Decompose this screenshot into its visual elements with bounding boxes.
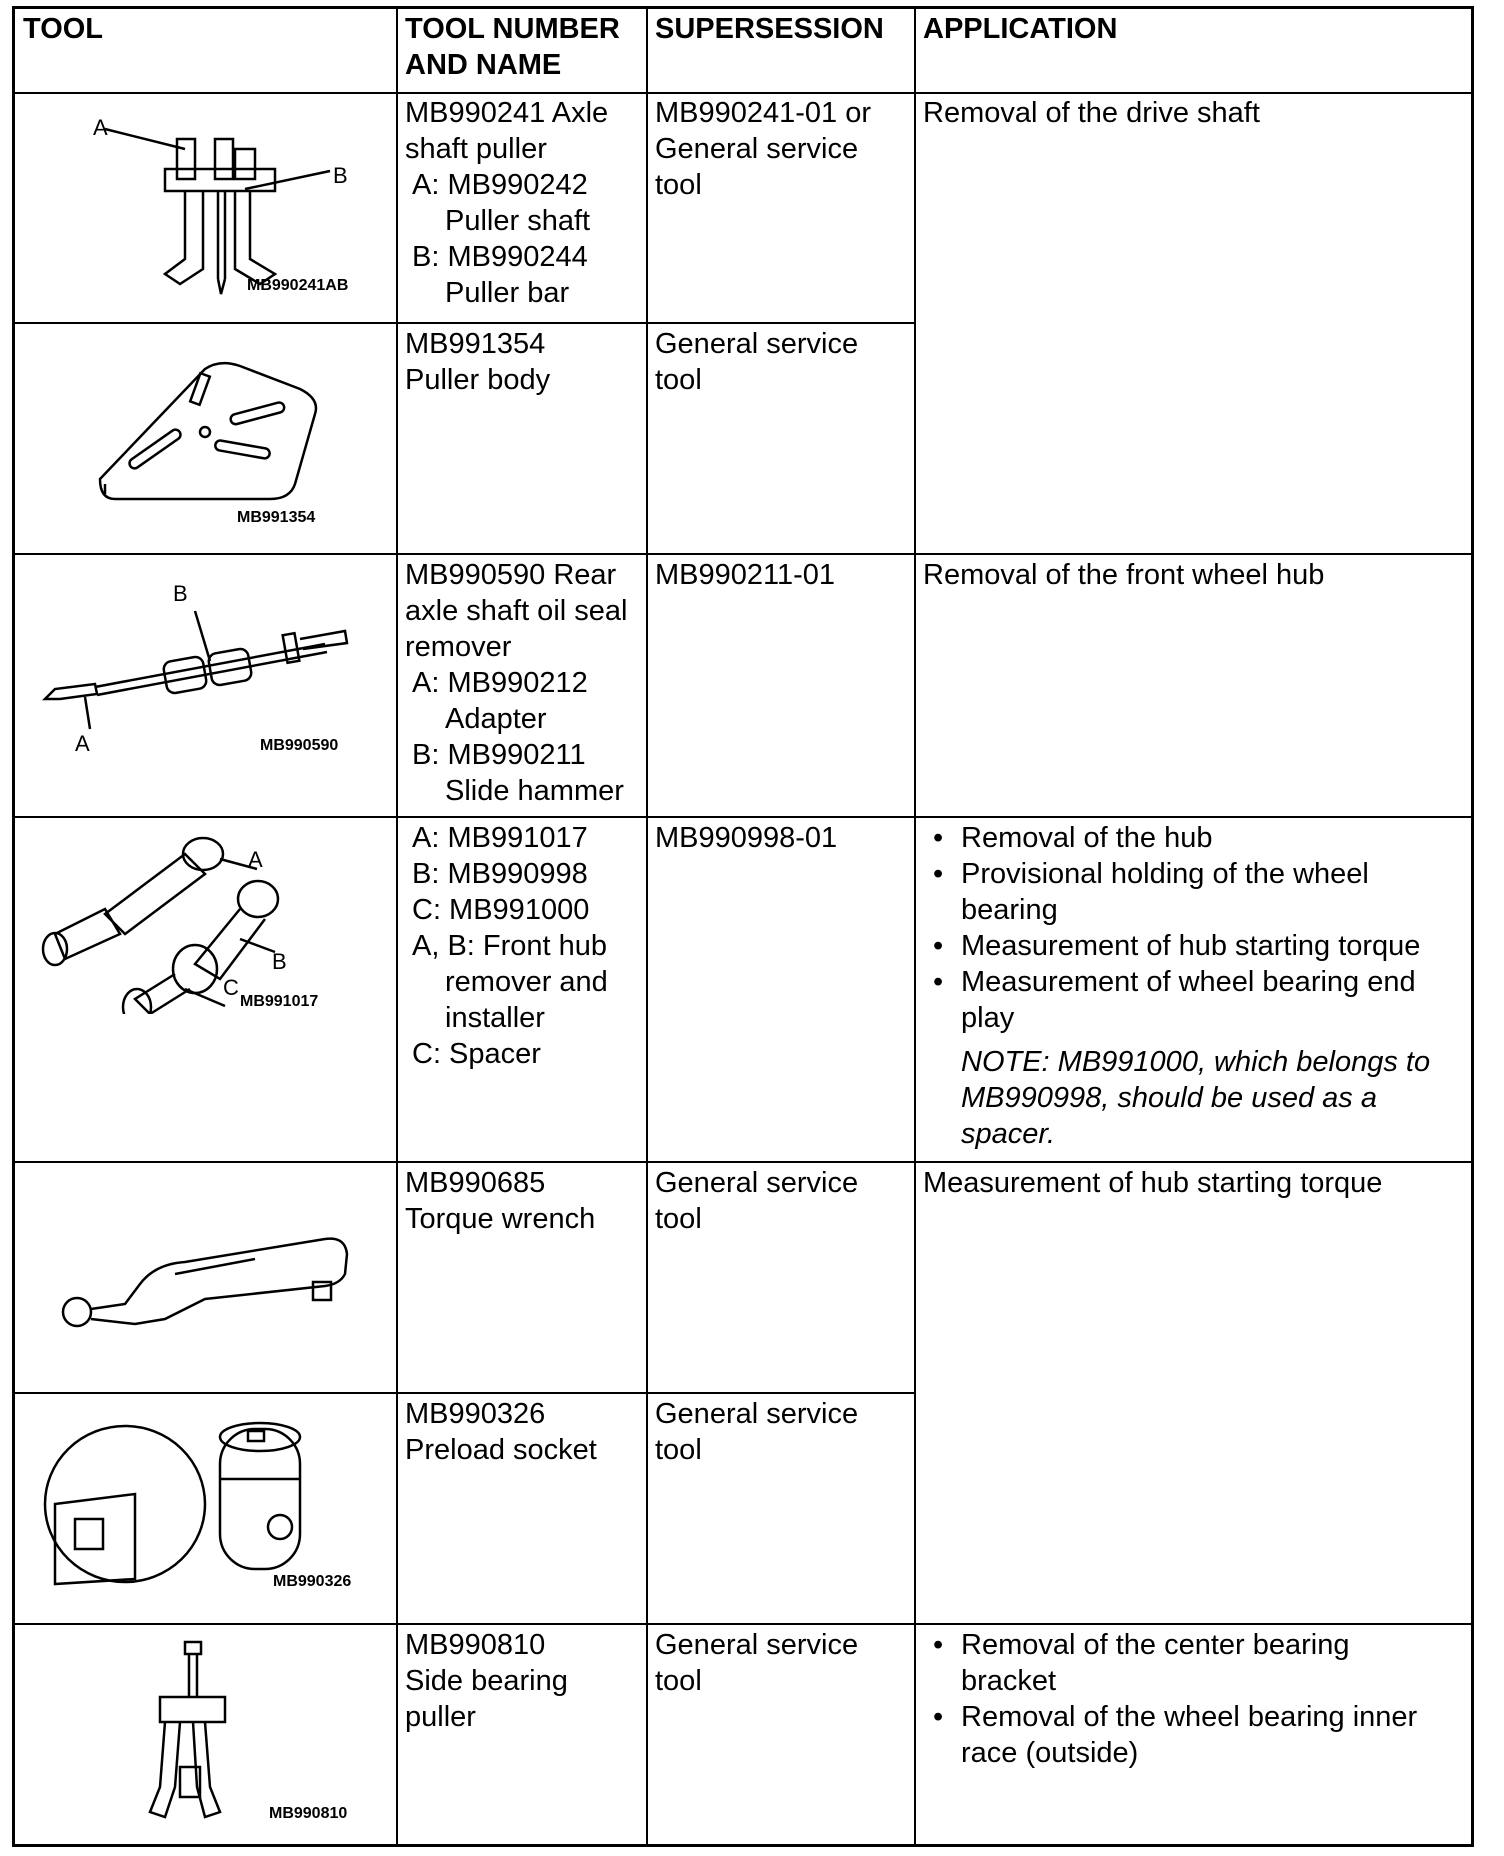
row-divider [15,1392,914,1394]
tool-caption: MB990590 [260,737,339,754]
application [923,820,1468,1152]
text-line: tool [655,1434,702,1466]
tool-caption: MB991017 [240,993,319,1010]
part-desc: Puller bar [445,277,570,309]
header-tool-number-line1: TOOL NUMBER [405,13,620,45]
supersession [655,1396,858,1468]
oil-seal-remover-icon [35,589,365,749]
text-line: MB990590 Rear [405,559,617,591]
tool-caption: MB990241AB [247,277,349,294]
part-desc: remover and [445,966,608,998]
text-line: tool [655,1665,702,1697]
special-tools-table [12,6,1474,1847]
tool-number-name [405,557,627,809]
text-line: remover [405,631,512,663]
text-line: axle shaft oil seal [405,595,628,627]
text-line: General service [655,1398,859,1430]
application-list [923,1627,1468,1771]
application: Measurement of hub starting torque [923,1167,1383,1199]
callout-label: A [248,847,263,872]
part-code: C: Spacer [412,1038,541,1070]
note-line: spacer. [961,1118,1056,1150]
callout-label: C [223,975,239,1000]
part-code: B: MB990211 [412,739,586,771]
text-line: tool [655,364,702,396]
text-line: MB990326 [405,1398,546,1430]
text-line: MB990810 [405,1629,546,1661]
note-line: NOTE: MB991000, which belongs to [961,1046,1431,1078]
col-divider [646,9,648,1844]
tool-number-name [405,820,608,1072]
text-line: MB990241 Axle [405,97,609,129]
supersession: MB990998-01 [655,822,838,854]
part-desc: Adapter [445,703,547,735]
note-line: MB990998, should be used as a [961,1082,1377,1114]
header-tool-number [405,11,620,83]
text-line: Torque wrench [405,1203,596,1235]
note [923,1044,1468,1152]
list-item: • Measurement of hub starting torque [923,928,1468,964]
callout-label: B [173,581,188,606]
puller-body-icon [95,354,345,504]
text-line: puller [405,1701,476,1733]
application-list [923,820,1468,1036]
tool-caption: MB990810 [269,1805,348,1822]
list-item: • Measurement of wheel bearing end play [923,964,1468,1036]
list-item: • Removal of the wheel bearing inner race (outside) [923,1699,1468,1771]
tool-number-name [405,1627,568,1735]
text-line: MB991354 [405,328,546,360]
row-divider [15,1623,1471,1625]
supersession: MB990211-01 [655,559,836,591]
callout-label: B [333,163,348,188]
side-bearing-puller-icon [145,1637,245,1827]
header-supersession: SUPERSESSION [655,13,884,45]
part-desc: Puller shaft [445,205,591,237]
supersession [655,326,858,398]
row-divider [15,322,914,324]
part-desc: Slide hammer [445,775,624,807]
part-code: A: MB990212 [412,667,588,699]
text-line: General service [655,1629,859,1661]
part-code: A: MB991017 [412,822,588,854]
application [923,1627,1468,1771]
tool-number-name [405,1165,595,1237]
text-line: General service [655,328,859,360]
supersession [655,1165,858,1237]
part-code: A, B: Front hub [412,930,608,962]
part-desc: installer [445,1002,545,1034]
row-divider [15,816,1471,818]
application: Removal of the front wheel hub [923,559,1325,591]
application: Removal of the drive shaft [923,97,1260,129]
row-divider [15,92,1471,94]
text-line: General service [655,1167,859,1199]
callout-label: A [75,731,90,756]
text-line: shaft puller [405,133,547,165]
callout-label: B [272,949,287,974]
tool-number-name [405,95,608,311]
text-line: MB990685 [405,1167,546,1199]
tool-number-name [405,1396,597,1468]
callout-label: A [93,115,108,140]
col-divider [396,9,398,1844]
supersession [655,1627,858,1699]
axle-shaft-puller-icon [85,109,375,299]
list-item: • Removal of the center bearing bracket [923,1627,1468,1699]
tool-caption: MB991354 [237,509,316,526]
front-hub-remover-icon [25,824,325,1014]
text-line: Preload socket [405,1434,597,1466]
list-item: • Removal of the hub [923,820,1468,856]
header-tool-number-line2: AND NAME [405,49,562,81]
text-line: tool [655,169,702,201]
torque-wrench-icon [55,1224,365,1344]
part-code: B: MB990244 [412,241,588,273]
text-line: Puller body [405,364,551,396]
part-code: C: MB991000 [412,894,590,926]
header-application: APPLICATION [923,13,1118,45]
list-item: • Provisional holding of the wheel bearing [923,856,1468,928]
header-tool: TOOL [23,13,104,45]
tool-caption: MB990326 [273,1573,352,1590]
col-divider [914,9,916,1844]
tool-number-name [405,326,550,398]
text-line: General service [655,133,859,165]
preload-socket-icon [35,1409,325,1589]
text-line: MB990241-01 or [655,97,872,129]
row-divider [15,553,1471,555]
row-divider [15,1161,1471,1163]
part-code: A: MB990242 [412,169,588,201]
part-code: B: MB990998 [412,858,588,890]
supersession [655,95,871,203]
text-line: Side bearing [405,1665,568,1697]
text-line: tool [655,1203,702,1235]
